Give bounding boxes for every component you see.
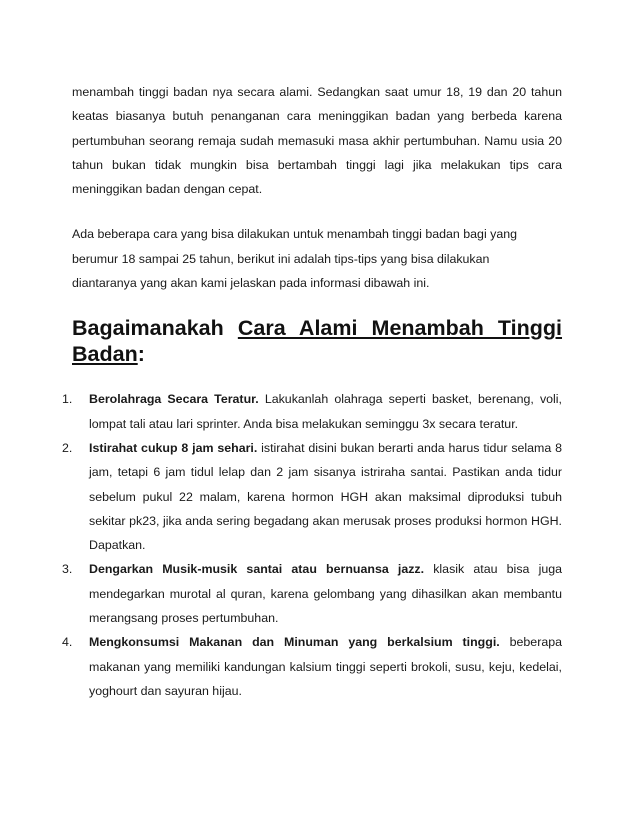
list-number: 1.	[62, 392, 73, 407]
list-item	[62, 557, 562, 630]
summary-line-3: diantaranya yang akan kami jelaskan pada informasi dibawah ini.	[72, 276, 430, 291]
tip-title: Istirahat cukup 8 jam sehari.	[89, 440, 258, 455]
list-item	[62, 387, 562, 436]
list-item	[62, 436, 563, 557]
document-page	[62, 80, 563, 703]
heading-underlined: Cara Alami Menambah Tinggi Badan	[72, 316, 563, 367]
intro-paragraph: menambah tinggi badan nya secara alami. Sedangkan saat umur 18, 19 dan 20 tahun keatas biasanya butuh penanganan cara meninggikan badan yang berbeda karena pertumbuhan seorang remaja sudah memasuki masa akhir pertumbuhan. Namu usia 20 tahun bukan tidak mungkin bisa bertambah tinggi lagi jika melakukan tips cara meninggikan badan dengan cepat.	[72, 85, 562, 197]
tip-title: Dengarkan Musik-musik santai atau bernuansa jazz.	[89, 562, 425, 577]
list-item	[62, 630, 562, 703]
tip-text: beberapa makanan yang memiliki kandungan kalsium tinggi seperti brokoli, susu, keju, kedelai, yoghourt dan sayuran hijau.	[89, 635, 562, 698]
heading-plain: Bagaimanakah	[72, 316, 238, 341]
tip-text: Lakukanlah olahraga seperti basket, berenang, voli, lompat tali atau lari sprinter. Anda bisa melakukan seminggu 3x secara teratur.	[89, 392, 562, 431]
summary-paragraph	[72, 222, 562, 295]
section-heading	[72, 315, 562, 367]
tips-list	[62, 387, 563, 703]
list-number: 4.	[62, 635, 73, 650]
summary-line-1: Ada beberapa cara yang bisa dilakukan untuk menambah tinggi badan bagi yang	[72, 227, 518, 242]
heading-suffix: :	[137, 342, 145, 367]
summary-line-2: berumur 18 sampai 25 tahun, berikut ini adalah tips-tips yang bisa dilakukan	[72, 251, 490, 266]
tip-text: klasik atau bisa juga mendegarkan murotal al quran, karena gelombang yang dihasilkan akan membantu merangsang proses pertumbuhan.	[89, 562, 562, 626]
list-number: 3.	[62, 562, 73, 577]
tip-title: Mengkonsumsi Makanan dan Minuman yang berkalsium tinggi.	[89, 635, 500, 650]
list-number: 2.	[62, 440, 73, 455]
tip-title: Berolahraga Secara Teratur.	[89, 392, 259, 407]
tip-text: istirahat disini bukan berarti anda harus tidur selama 8 jam, tetapi 6 jam tidul lelap dan 2 jam sisanya istriraha santai. Pastikan anda tidur sebelum pukul 22 malam, karena hormon HGH akan maksimal diproduksi tubuh sekitar pk23, jika anda sering begadang akan merusak proses produksi hormon HGH. Dapatkan.	[89, 440, 563, 553]
